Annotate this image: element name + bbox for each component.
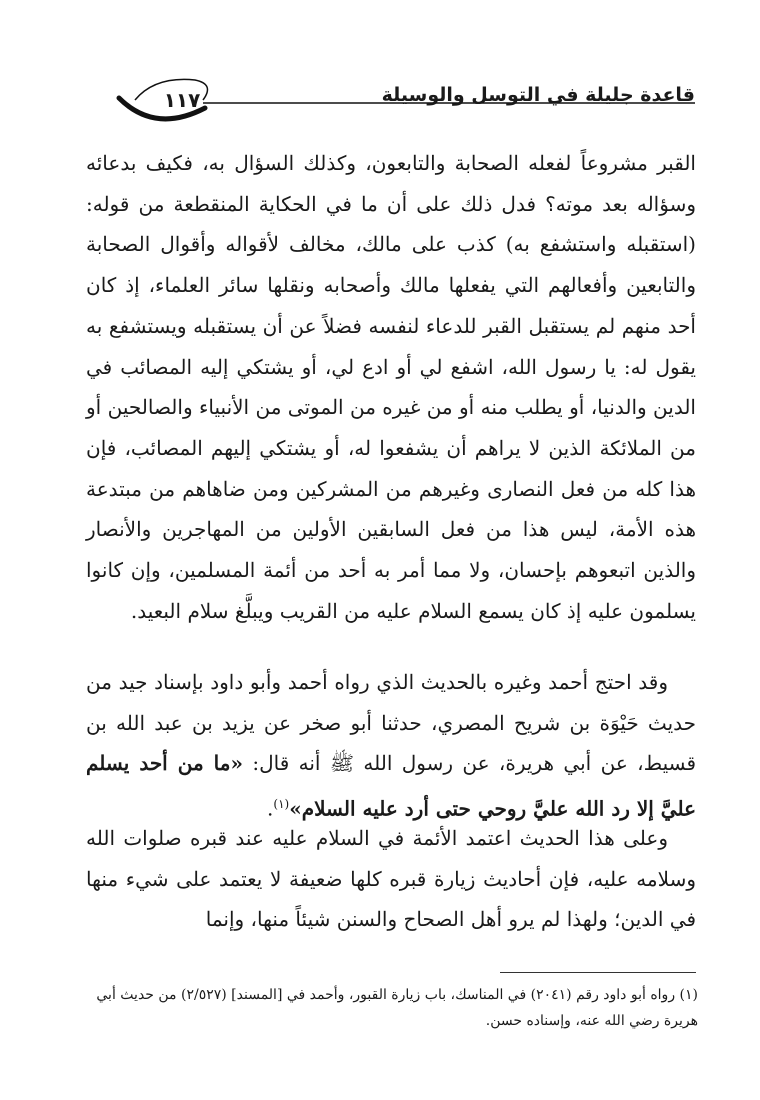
paragraph-2-end: . bbox=[267, 796, 274, 821]
footnote-divider bbox=[500, 972, 696, 973]
paragraph-2 bbox=[86, 662, 696, 829]
page-number: ١١٧ bbox=[163, 88, 201, 112]
paragraph-3: وعلى هذا الحديث اعتمد الأئمة في السلام عليه عند قبره صلوات الله وسلامه عليه، فإن أحاديث زيارة قبره كلها ضعيفة لا يعتمد على شيء منها في الدين؛ ولهذا لم يرو أهل الصحاح والسنن شيئاً منها، وإنما bbox=[86, 826, 696, 932]
footnote: (١) رواه أبو داود رقم (٢٠٤١) في المناسك، باب زيارة القبور، وأحمد في [المسند] (٢/٥٢٧) من حديث أبي هريرة رضي الله عنه، وإسناده حسن. bbox=[96, 987, 698, 1029]
paragraph-2-intro: وقد احتج أحمد وغيره بالحديث الذي رواه أحمد وأبو داود بإسناد جيد من حديث حَيْوَة بن شريح المصري، حدثنا أبو صخر عن يزيد بن عبد الله بن قسيط، عن أبي هريرة، عن رسول الله ﷺ أنه قال: bbox=[86, 670, 697, 776]
paragraph-1: القبر مشروعاً لفعله الصحابة والتابعون، وكذلك السؤال به، فكيف بدعائه وسؤاله بعد موته؟ فدل ذلك على أن ما في الحكاية المنقطعة من قوله: (استقبله واستشفع به) كذب على مالك، مخالف لأقواله وأقوال الصحابة والتابعين وأفعالهم التي يفعلها مالك وأصحابه ونقلها سائر العلماء، إذ كان أحد منهم لم يستقبل القبر للدعاء لنفسه فضلاً عن أن يستقبله ويستشفع به يقول له: يا رسول الله، اشفع لي أو ادع لي، أو يشتكي إليه المصائب في الدين والدنيا، أو يطلب منه أو من غيره من الموتى من الأنبياء والصالحين أو من الملائكة الذين لا يراهم أن يشفعوا له، أو يشتكي إليهم المصائب، فإن هذا كله من فعل النصارى وغيرهم من المشركين ومن ضاهاهم من مبتدعة هذه الأمة، ليس هذا من فعل السابقين الأولين من المهاجرين والأنصار والذين اتبعوهم بإحسان، ولا مما أمر به أحد من أئمة المسلمين، وإن كانوا يسلمون عليه إذ كان يسمع السلام عليه من القريب ويبلَّغ سلام البعيد. bbox=[86, 151, 696, 623]
page-header bbox=[95, 70, 695, 130]
hadith-quote: «ما من أحد يسلم عليَّ إلا رد الله عليَّ روحي حتى أرد عليه السلام» bbox=[86, 751, 696, 821]
footnote-reference: (١) bbox=[273, 797, 290, 812]
running-title: قاعدة جليلة في التوسل والوسيلة bbox=[381, 84, 695, 106]
